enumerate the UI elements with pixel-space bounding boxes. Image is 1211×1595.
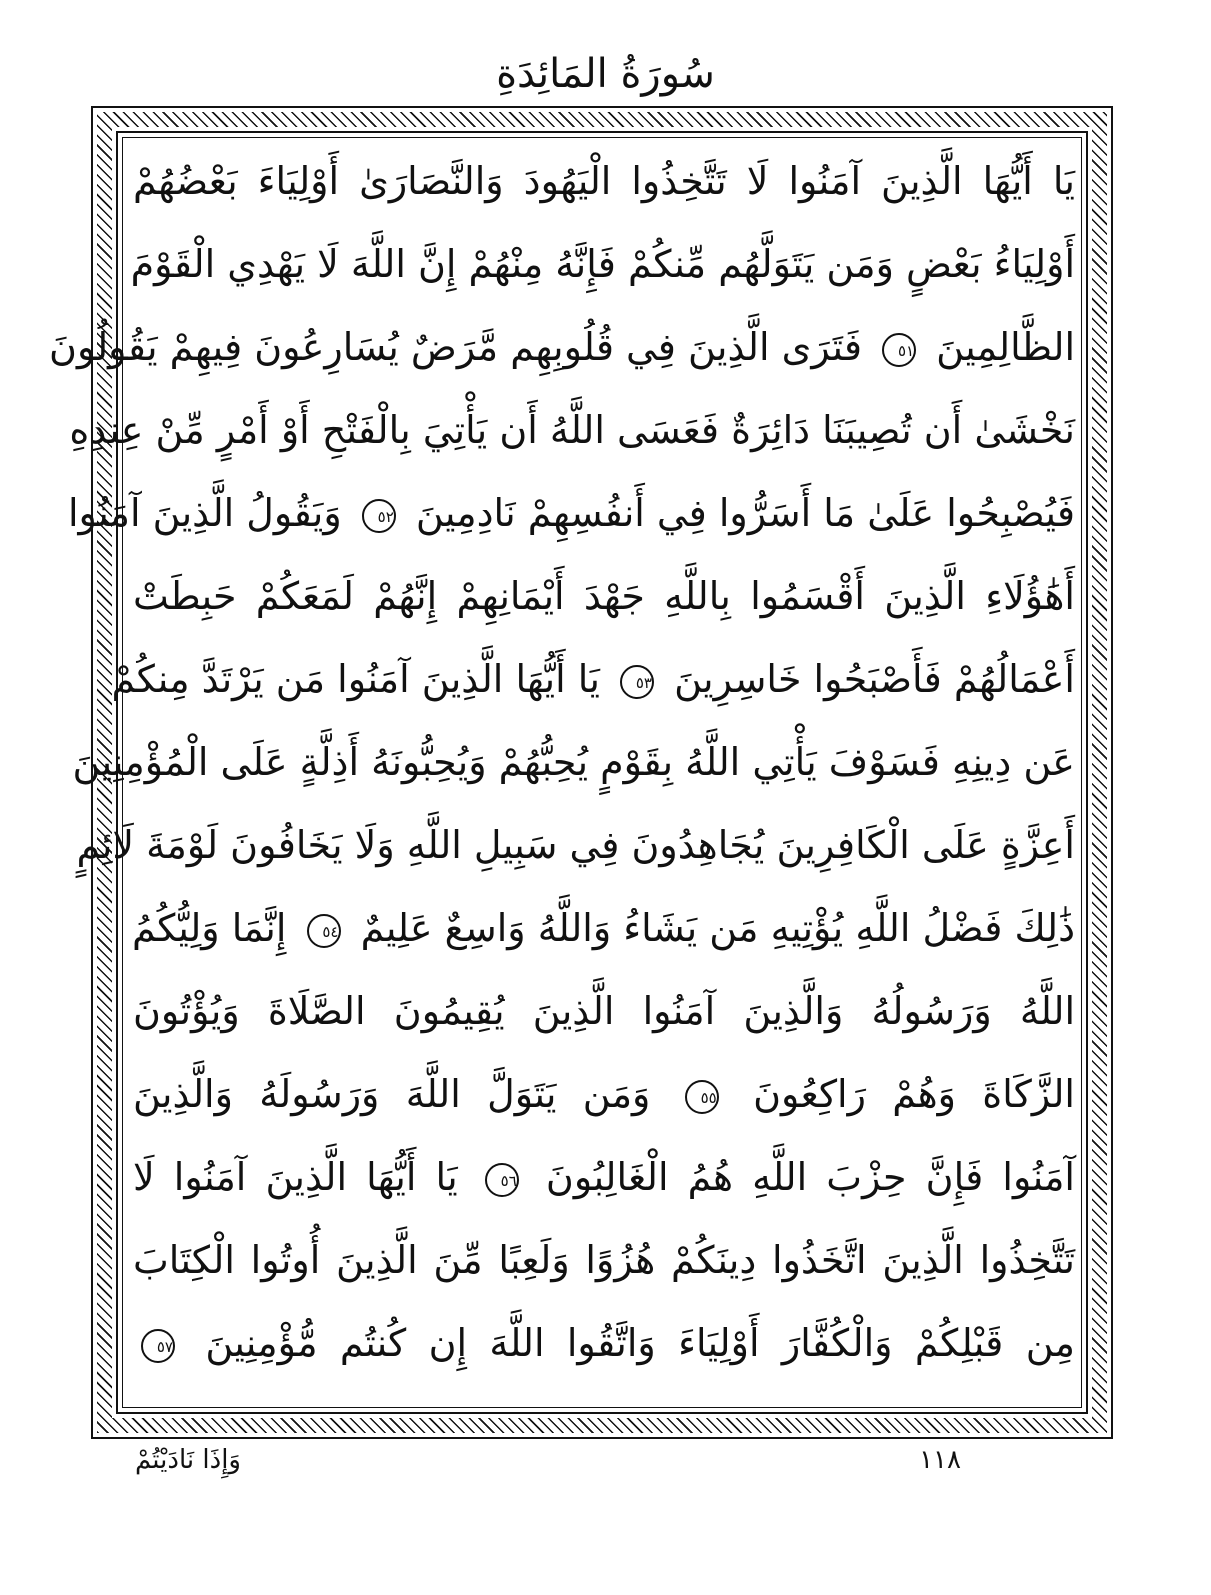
verse-text: مِن قَبْلِكُمْ وَالْكُفَّارَ أَوْلِيَاءَ وَاتَّقُوا اللَّهَ إِن كُنتُم مُّؤْمِنِينَ xyxy=(205,1321,1075,1365)
ayah-number-marker: ٥٣ xyxy=(620,665,654,699)
verse-text: فَتَرَى الَّذِينَ فِي قُلُوبِهِم مَّرَضٌ يُسَارِعُونَ فِيهِمْ يَقُولُونَ xyxy=(49,325,862,369)
catchword: وَإِذَا نَادَيْتُمْ xyxy=(135,1445,241,1475)
ayah-number-marker: ٥٥ xyxy=(685,1080,719,1114)
text-line-11 xyxy=(133,974,1075,1048)
verse-text: يَا أَيُّهَا الَّذِينَ آمَنُوا لَا xyxy=(133,1155,458,1199)
verse-text: أَعْمَالُهُمْ فَأَصْبَحُوا خَاسِرِينَ xyxy=(674,657,1075,701)
verse-text: آمَنُوا فَإِنَّ حِزْبَ اللَّهِ هُمُ الْغَالِبُونَ xyxy=(545,1155,1075,1199)
text-line-8 xyxy=(72,725,1075,799)
verse-text: أَهَٰؤُلَاءِ الَّذِينَ أَقْسَمُوا بِاللَّهِ جَهْدَ أَيْمَانِهِمْ إِنَّهُمْ لَمَعَكُمْ حَبِطَتْ xyxy=(133,574,1075,618)
verse-text: اللَّهُ وَرَسُولُهُ وَالَّذِينَ آمَنُوا الَّذِينَ يُقِيمُونَ الصَّلَاةَ وَيُؤْتُونَ xyxy=(133,989,1075,1033)
verse-text: فَيُصْبِحُوا عَلَىٰ مَا أَسَرُّوا فِي أَنفُسِهِمْ نَادِمِينَ xyxy=(415,491,1075,535)
text-line-2 xyxy=(130,227,1075,301)
verse-text: وَمَن يَتَوَلَّ اللَّهَ وَرَسُولَهُ وَالَّذِينَ xyxy=(133,1072,651,1116)
verse-text: نَخْشَىٰ أَن تُصِيبَنَا دَائِرَةٌ فَعَسَى اللَّهُ أَن يَأْتِيَ بِالْفَتْحِ أَوْ أَمْرٍ مِّنْ عِندِهِ xyxy=(69,408,1075,452)
ayah-number-marker: ٥٤ xyxy=(307,914,341,948)
verse-text: عَن دِينِهِ فَسَوْفَ يَأْتِي اللَّهُ بِقَوْمٍ يُحِبُّهُمْ وَيُحِبُّونَهُ أَذِلَّةٍ عَلَى الْمُؤْمِنِينَ xyxy=(72,740,1075,784)
verse-text: يَا أَيُّهَا الَّذِينَ آمَنُوا مَن يَرْتَدَّ مِنكُمْ xyxy=(111,657,600,701)
verse-text: أَعِزَّةٍ عَلَى الْكَافِرِينَ يُجَاهِدُونَ فِي سَبِيلِ اللَّهِ وَلَا يَخَافُونَ لَوْمَةَ لَائِمٍ xyxy=(76,823,1075,867)
quran-text-block xyxy=(49,144,1075,1402)
text-line-5 xyxy=(68,476,1075,550)
verse-text: إِنَّمَا وَلِيُّكُمُ xyxy=(131,906,287,950)
text-line-7 xyxy=(111,642,1075,716)
verse-text: ذَٰلِكَ فَضْلُ اللَّهِ يُؤْتِيهِ مَن يَشَاءُ وَاللَّهُ وَاسِعٌ عَلِيمٌ xyxy=(360,906,1075,950)
ayah-number-marker: ٥٧ xyxy=(141,1329,175,1363)
text-line-10 xyxy=(133,891,1075,965)
verse-text: الزَّكَاةَ وَهُمْ رَاكِعُونَ xyxy=(753,1072,1075,1116)
text-line-14 xyxy=(133,1223,1075,1297)
text-line-9 xyxy=(76,808,1075,882)
verse-text: أَوْلِيَاءُ بَعْضٍ وَمَن يَتَوَلَّهُم مِّنكُمْ فَإِنَّهُ مِنْهُمْ إِنَّ اللَّهَ لَا يَهْدِي الْقَوْمَ xyxy=(130,242,1075,286)
text-line-6 xyxy=(133,559,1075,633)
page-frame xyxy=(49,106,1113,1439)
text-line-3 xyxy=(49,310,1075,384)
verse-text: تَتَّخِذُوا الَّذِينَ اتَّخَذُوا دِينَكُمْ هُزُوًا وَلَعِبًا مِّنَ الَّذِينَ أُوتُوا الْكِتَابَ xyxy=(133,1238,1075,1282)
text-line-13 xyxy=(133,1140,1075,1214)
text-line-4 xyxy=(69,393,1075,467)
verse-text: وَيَقُولُ الَّذِينَ آمَنُوا xyxy=(68,491,342,535)
ayah-number-marker: ٥٢ xyxy=(362,499,396,533)
page-number: ١١٨ xyxy=(919,1445,961,1475)
text-line-1 xyxy=(133,144,1075,218)
verse-text: الظَّالِمِينَ xyxy=(936,325,1075,369)
text-line-15 xyxy=(133,1306,1075,1380)
ayah-number-marker: ٥١ xyxy=(882,333,916,367)
text-line-12 xyxy=(133,1057,1075,1131)
surah-title: سُورَةُ المَائِدَةِ xyxy=(496,51,715,97)
ayah-number-marker: ٥٦ xyxy=(485,1163,519,1197)
verse-text: يَا أَيُّهَا الَّذِينَ آمَنُوا لَا تَتَّخِذُوا الْيَهُودَ وَالنَّصَارَىٰ أَوْلِيَاءَ بَعْضُهُمْ xyxy=(133,159,1075,203)
